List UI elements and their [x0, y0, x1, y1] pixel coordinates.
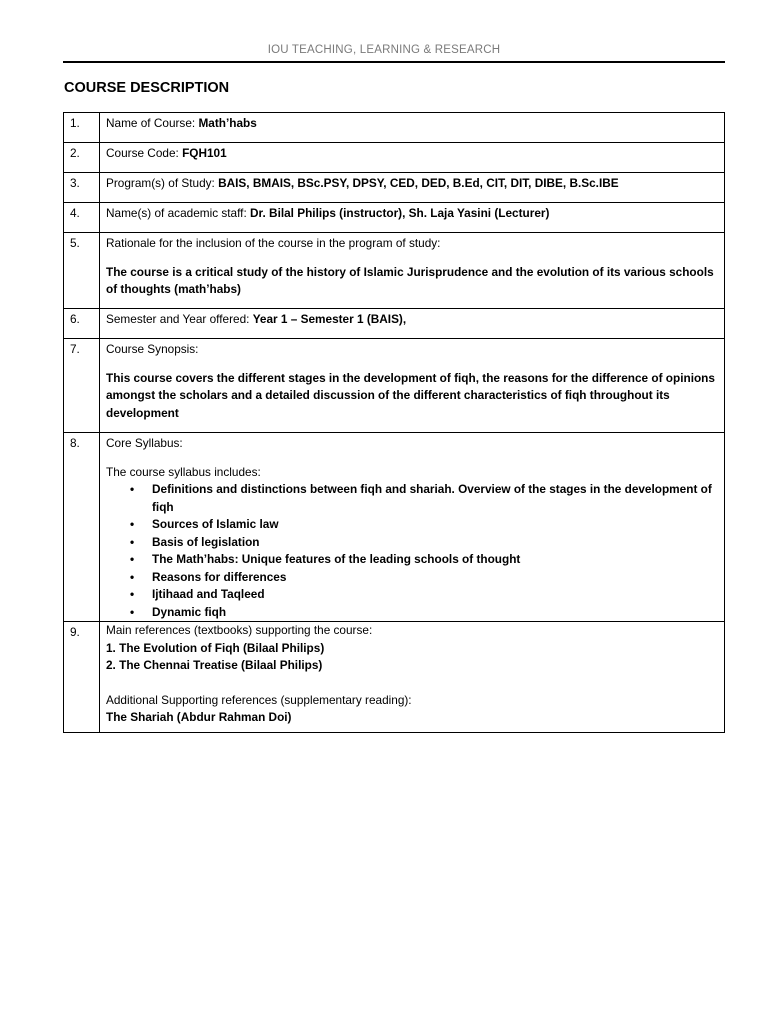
- row-label: Course Code:: [106, 146, 183, 160]
- table-row: [64, 113, 725, 143]
- row-value: Dr. Bilal Philips (instructor), Sh. Laja Yasini (Lecturer): [250, 206, 550, 220]
- list-item: • Reasons for differences: [152, 569, 718, 587]
- supplementary-label: Additional Supporting references (supplementary reading):: [106, 692, 412, 707]
- row-label: Rationale for the inclusion of the course in the program of study:: [106, 236, 441, 250]
- row-number: 5.: [64, 233, 100, 309]
- row-value: FQH101: [182, 146, 227, 160]
- row-number: 8.: [64, 433, 100, 622]
- row-label: Name of Course:: [106, 116, 199, 130]
- row-number: 6.: [64, 309, 100, 339]
- row-value: Year 1 – Semester 1 (BAIS),: [252, 312, 407, 326]
- supplementary-reference: The Shariah (Abdur Rahman Doi): [106, 710, 292, 724]
- list-item: • Definitions and distinctions between fiqh and shariah. Overview of the stages in the development of fiqh: [152, 481, 718, 516]
- row-content: [100, 309, 725, 339]
- row-number: 3.: [64, 173, 100, 203]
- row-content: [100, 622, 725, 733]
- row-value: Math’habs: [198, 116, 257, 130]
- row-content: [100, 433, 725, 622]
- table-row: [64, 233, 725, 309]
- table-row: [64, 339, 725, 433]
- list-item: • The Math’habs: Unique features of the leading schools of thought: [152, 551, 718, 569]
- table-row: [64, 309, 725, 339]
- list-item: • Sources of Islamic law: [152, 516, 718, 534]
- row-value: BAIS, BMAIS, BSc.PSY, DPSY, CED, DED, B.Ed, CIT, DIT, DIBE, B.Sc.IBE: [218, 176, 619, 190]
- row-content: [100, 203, 725, 233]
- syllabus-list: [106, 481, 718, 621]
- row-number: 4.: [64, 203, 100, 233]
- row-number: 1.: [64, 113, 100, 143]
- reference-item: 2. The Chennai Treatise (Bilaal Philips): [106, 658, 323, 672]
- row-content: [100, 173, 725, 203]
- table-row: [64, 173, 725, 203]
- table-row: [64, 622, 725, 733]
- row-content: [100, 233, 725, 309]
- row-content: [100, 143, 725, 173]
- row-content: [100, 339, 725, 433]
- row-number: 2.: [64, 143, 100, 173]
- list-item: • Dynamic fiqh: [152, 604, 718, 622]
- row-content: [100, 113, 725, 143]
- list-item: • Basis of legislation: [152, 534, 718, 552]
- row-number: 7.: [64, 339, 100, 433]
- row-label: Main references (textbooks) supporting the course:: [106, 623, 373, 637]
- row-label: Course Synopsis:: [106, 342, 199, 356]
- row-label: Program(s) of Study:: [106, 176, 219, 190]
- syllabus-intro: The course syllabus includes:: [106, 464, 261, 479]
- row-value: This course covers the different stages in the development of fiqh, the reasons for the difference of opinions amongst the scholars and a detailed discussion of the different characteristics of fiqh throughout its development: [106, 370, 715, 420]
- table-row: [64, 203, 725, 233]
- row-number: 9.: [64, 622, 100, 733]
- row-label: Semester and Year offered:: [106, 312, 253, 326]
- table-row: [64, 143, 725, 173]
- reference-item: 1. The Evolution of Fiqh (Bilaal Philips): [106, 640, 325, 655]
- row-value: The course is a critical study of the history of Islamic Jurisprudence and the evolution of its various schools of thoughts (math’habs): [106, 264, 714, 296]
- list-item: • Ijtihaad and Taqleed: [152, 586, 718, 604]
- page-header: IOU TEACHING, LEARNING & RESEARCH: [267, 44, 501, 56]
- course-description-table: [63, 112, 725, 733]
- row-label: Name(s) of academic staff:: [106, 206, 251, 220]
- header-divider: [63, 61, 725, 63]
- row-label: Core Syllabus:: [106, 436, 183, 450]
- table-row: [64, 433, 725, 622]
- document-title: COURSE DESCRIPTION: [64, 80, 230, 96]
